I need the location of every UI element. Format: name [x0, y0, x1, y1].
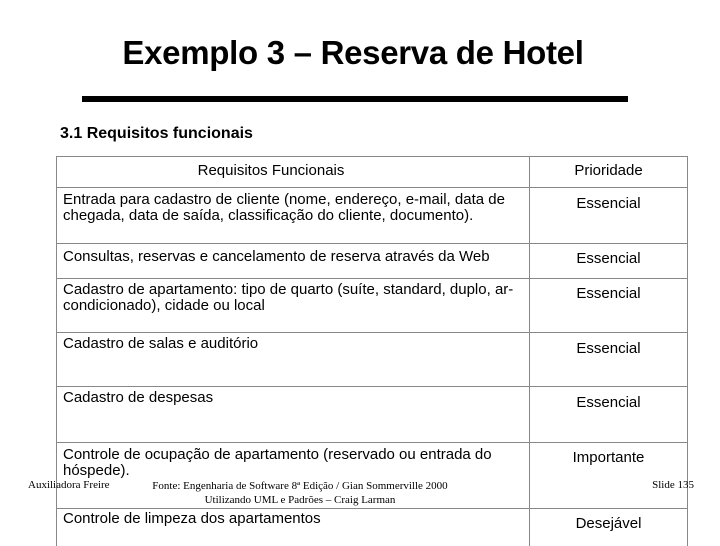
- requirement-cell: Cadastro de salas e auditório: [57, 333, 530, 387]
- priority-cell: Desejável: [530, 509, 688, 546]
- footer-author: Auxiliadora Freire: [28, 479, 110, 491]
- priority-cell: Essencial: [530, 279, 688, 333]
- requirement-cell: Cadastro de apartamento: tipo de quarto (suíte, standard, duplo, ar-condicionado), cidade ou local: [57, 279, 530, 333]
- table-row: [57, 188, 688, 244]
- requirement-cell: Cadastro de despesas: [57, 387, 530, 443]
- title-underline: [82, 96, 628, 102]
- footer-source-line-1: Fonte: Engenharia de Software 8ª Edição / Gian Sommerville 2000: [150, 479, 450, 493]
- header-priority: Prioridade: [530, 157, 688, 188]
- header-requirements: Requisitos Funcionais: [57, 157, 530, 188]
- footer-source: [150, 479, 450, 507]
- requirement-cell: Controle de ocupação de apartamento (reservado ou entrada do hóspede).: [57, 443, 530, 509]
- table-row: [57, 333, 688, 387]
- slide-title: Exemplo 3 – Reserva de Hotel: [0, 34, 706, 72]
- footer-slide-number: Slide 135: [652, 479, 694, 491]
- priority-cell: Essencial: [530, 387, 688, 443]
- table-row: [57, 244, 688, 279]
- requirement-cell: Controle de limpeza dos apartamentos: [57, 509, 530, 546]
- priority-cell: Essencial: [530, 244, 688, 279]
- table-row: [57, 509, 688, 546]
- footer-source-line-2: Utilizando UML e Padrões – Craig Larman: [150, 493, 450, 507]
- priority-cell: Essencial: [530, 333, 688, 387]
- table-row: [57, 387, 688, 443]
- requirement-cell: Entrada para cadastro de cliente (nome, endereço, e-mail, data de chegada, data de saída, classificação do cliente, documento).: [57, 188, 530, 244]
- priority-cell: Importante: [530, 443, 688, 509]
- table-header-row: [57, 157, 688, 188]
- requirement-cell: Consultas, reservas e cancelamento de reserva através da Web: [57, 244, 530, 279]
- section-heading: 3.1 Requisitos funcionais: [60, 125, 253, 143]
- priority-cell: Essencial: [530, 188, 688, 244]
- table-row: [57, 279, 688, 333]
